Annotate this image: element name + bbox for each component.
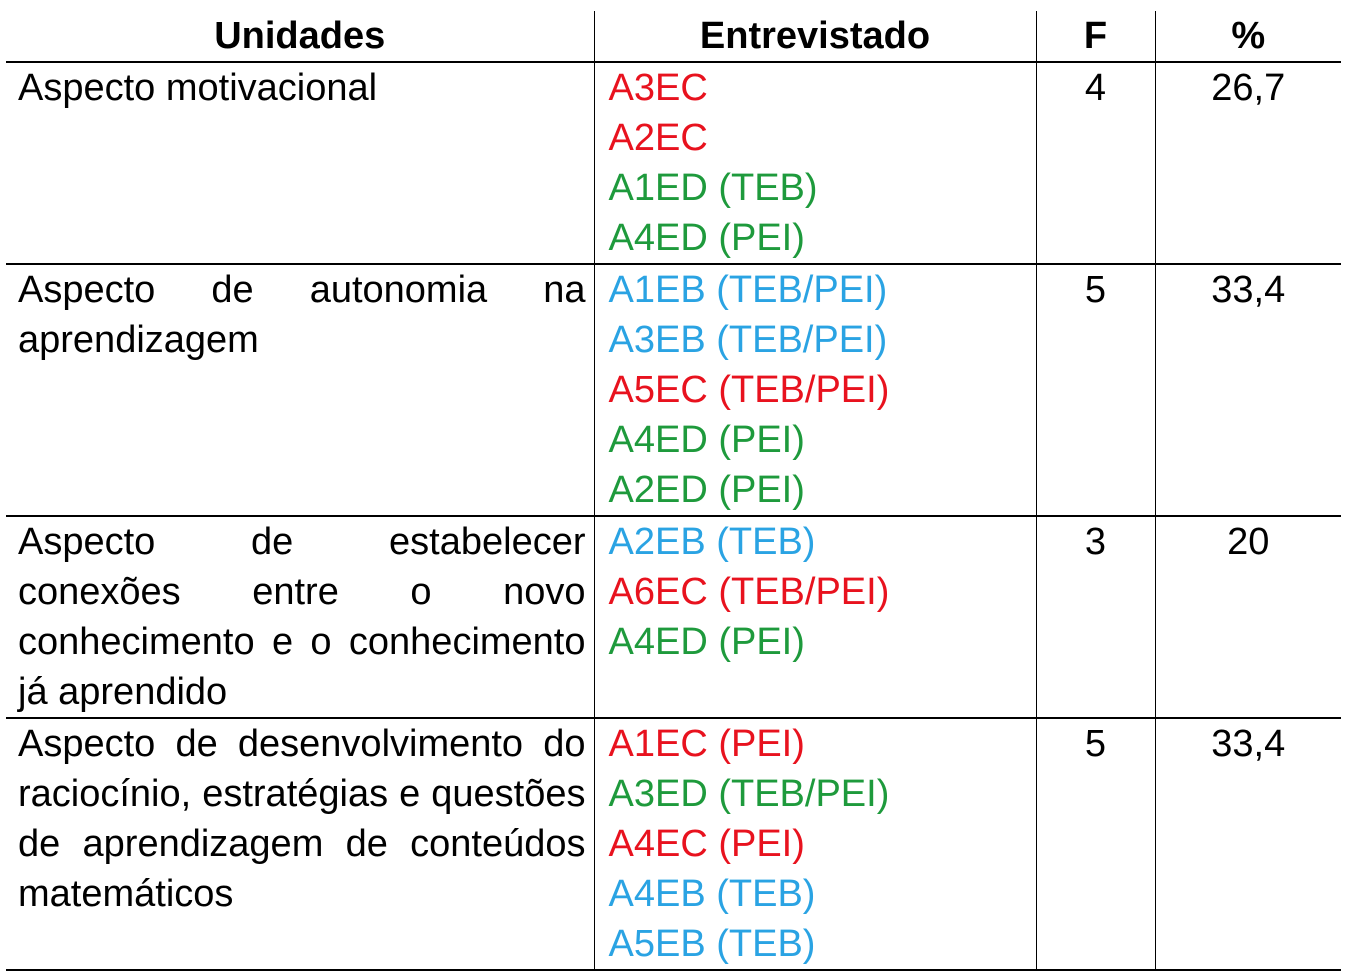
- interviewee-entry: A2EB (TEB): [608, 521, 816, 563]
- unit-cell: Aspecto de desenvolvimento do raciocínio, estratégias e questões de aprendizagem de conteúdos matemáticos: [6, 718, 594, 970]
- header-units: Unidades: [6, 11, 594, 62]
- unit-cell: Aspecto motivacional: [6, 62, 594, 264]
- percent-cell: 26,7: [1155, 62, 1341, 264]
- interviewee-cell: [594, 516, 1036, 718]
- interviewee-entry: A4ED (PEI): [608, 217, 805, 259]
- table-row: [6, 718, 1341, 970]
- units-table: [6, 11, 1341, 971]
- interviewee-entry: A1EC (PEI): [608, 723, 805, 765]
- frequency-cell: 5: [1036, 718, 1155, 970]
- header-frequency: F: [1036, 11, 1155, 62]
- interviewee-entry: A1EB (TEB/PEI): [608, 269, 888, 311]
- interviewee-entry: A6EC (TEB/PEI): [608, 571, 890, 613]
- unit-cell: Aspecto de autonomia na aprendizagem: [6, 264, 594, 516]
- interviewee-entry: A2EC: [608, 117, 708, 159]
- interviewee-entry: A4ED (PEI): [608, 621, 805, 663]
- interviewee-cell: [594, 264, 1036, 516]
- header-row: [6, 11, 1341, 62]
- unit-cell: Aspecto de estabelecer conexões entre o novo conhecimento e o conhecimento já aprendido: [6, 516, 594, 718]
- interviewee-entry: A4ED (PEI): [608, 419, 805, 461]
- interviewee-entry: A5EC (TEB/PEI): [608, 369, 890, 411]
- interviewee-entry: A3EB (TEB/PEI): [608, 319, 888, 361]
- interviewee-entry: A4EB (TEB): [608, 873, 816, 915]
- table-row: [6, 264, 1341, 516]
- interviewee-entry: A4EC (PEI): [608, 823, 805, 865]
- header-interviewee: Entrevistado: [594, 11, 1036, 62]
- interviewee-entry: A5EB (TEB): [608, 923, 816, 965]
- interviewee-entry: A2ED (PEI): [608, 469, 805, 511]
- percent-cell: 20: [1155, 516, 1341, 718]
- table-row: [6, 516, 1341, 718]
- interviewee-entry: A1ED (TEB): [608, 167, 818, 209]
- interviewee-cell: [594, 62, 1036, 264]
- interviewee-cell: [594, 718, 1036, 970]
- percent-cell: 33,4: [1155, 718, 1341, 970]
- interviewee-entry: A3EC: [608, 67, 708, 109]
- frequency-cell: 5: [1036, 264, 1155, 516]
- table-row: [6, 62, 1341, 264]
- frequency-cell: 3: [1036, 516, 1155, 718]
- interviewee-entry: A3ED (TEB/PEI): [608, 773, 890, 815]
- frequency-cell: 4: [1036, 62, 1155, 264]
- header-percent: %: [1155, 11, 1341, 62]
- percent-cell: 33,4: [1155, 264, 1341, 516]
